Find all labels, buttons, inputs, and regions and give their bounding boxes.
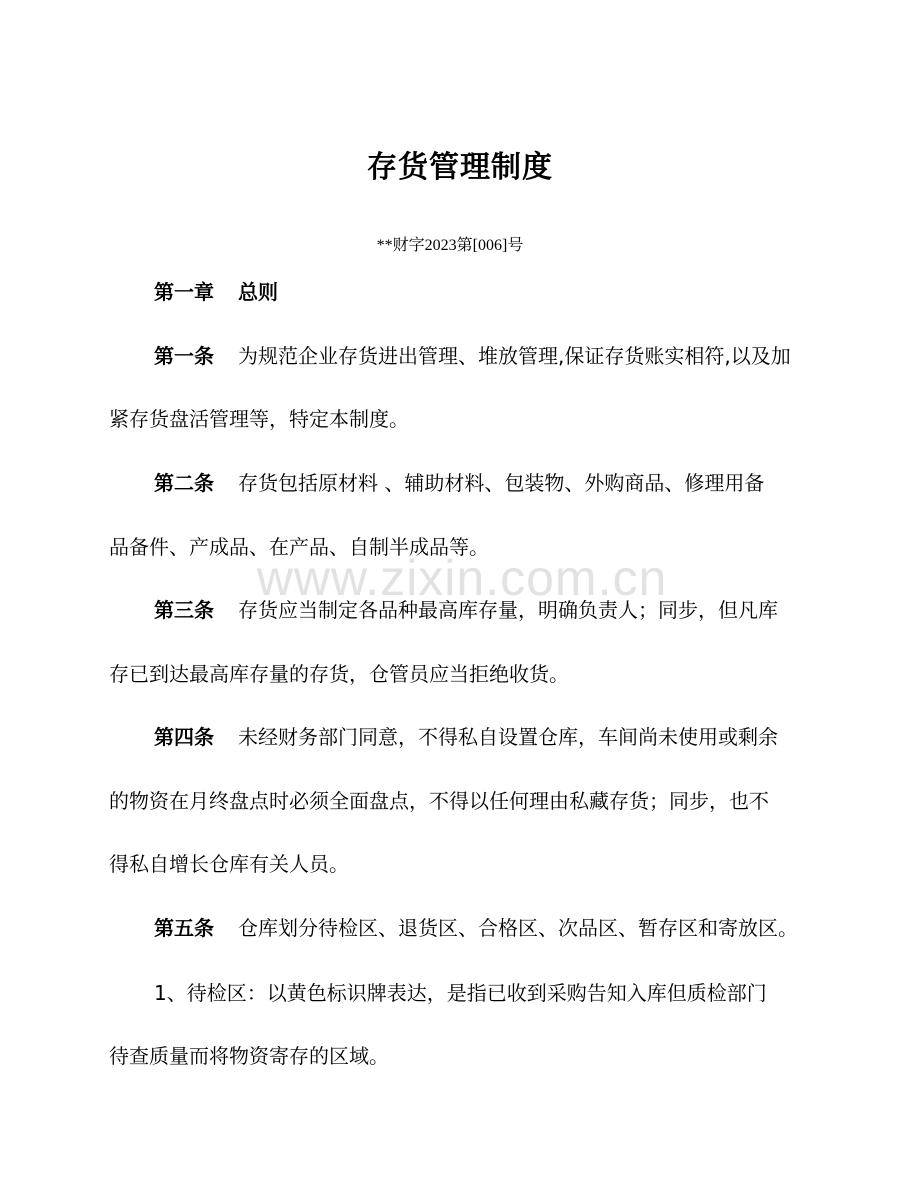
article-4-line-2: 的物资在月终盘点时必须全面盘点，不得以任何理由私藏存货；同步，也不 <box>109 789 769 813</box>
chapter-name: 总则 <box>238 280 278 304</box>
article-5-label: 第五条 <box>154 916 214 940</box>
chapter-heading <box>154 279 278 305</box>
article-4-text: 未经财务部门同意，不得私自设置仓库，车间尚未使用或剩余 <box>238 725 778 749</box>
article-4-line-1 <box>154 724 778 750</box>
item-1-line-1: 1、待检区：以黄色标识牌表达，是指已收到采购告知入库但质检部门 <box>154 981 767 1005</box>
article-3-text: 存货应当制定各品种最高库存量，明确负责人；同步，但凡库 <box>238 598 778 622</box>
article-1-line-1 <box>154 343 791 369</box>
article-1-line-2: 紧存货盘活管理等，特定本制度。 <box>109 407 409 431</box>
article-3-line-1 <box>154 597 778 623</box>
watermark: www.zixin.com.cn <box>256 550 668 606</box>
article-2-text: 存货包括原材料 、辅助材料、包装物、外购商品、修理用备 <box>238 471 765 495</box>
article-2-line-2: 品备件、产成品、在产品、自制半成品等。 <box>109 535 489 559</box>
article-3-line-2: 存已到达最高库存量的存货，仓管员应当拒绝收货。 <box>109 662 569 686</box>
article-4-line-3: 得私自增长仓库有关人员。 <box>109 852 349 876</box>
article-2-line-1 <box>154 470 764 496</box>
article-5-text: 仓库划分待检区、退货区、合格区、次品区、暂存区和寄放区。 <box>238 916 798 940</box>
article-1-label: 第一条 <box>154 344 214 368</box>
item-1-line-2: 待查质量而将物资寄存的区域。 <box>109 1044 389 1068</box>
article-3-label: 第三条 <box>154 598 214 622</box>
document-title: 存货管理制度 <box>367 150 553 185</box>
article-2-label: 第二条 <box>154 471 214 495</box>
article-4-label: 第四条 <box>154 725 214 749</box>
chapter-label: 第一章 <box>154 280 214 304</box>
article-1-text: 为规范企业存货进出管理、堆放管理,保证存货账实相符,以及加 <box>238 344 791 368</box>
article-5-line-1 <box>154 915 798 941</box>
document-number: **财字2023第[006]号 <box>376 237 524 254</box>
